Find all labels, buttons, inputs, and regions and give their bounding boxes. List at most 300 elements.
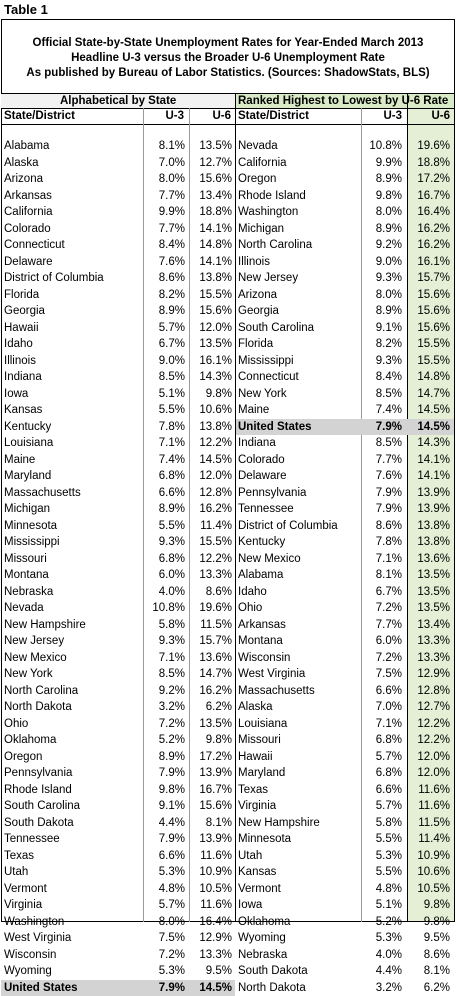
table-row [1,897,235,914]
u3-cell: 8.1% [362,567,402,584]
u6-cell: 11.4% [408,831,450,848]
table-row [1,980,235,996]
state-cell: Indiana [238,435,276,452]
u3-cell: 7.6% [362,468,402,485]
u3-cell: 6.7% [362,584,402,601]
table-row [236,435,454,452]
state-cell: Illinois [4,353,36,370]
u6-cell: 11.6% [190,897,232,914]
state-cell: Montana [238,633,283,650]
u6-cell: 13.4% [190,188,232,205]
u6-cell: 12.7% [190,155,232,172]
u3-cell: 5.3% [362,930,402,947]
state-cell: Nevada [238,138,278,155]
table-label: Table 1 [4,2,48,17]
u3-cell: 8.0% [144,171,185,188]
u6-cell: 16.2% [190,501,232,518]
table-row [1,864,235,881]
u3-cell: 8.6% [362,518,402,535]
u3-cell: 8.2% [362,336,402,353]
rule-header-bottom [1,124,455,125]
title-line-2: Headline U-3 versus the Broader U-6 Unemployment Rate [0,51,456,66]
table-row [1,798,235,815]
table-row [236,287,454,304]
u3-cell: 5.1% [362,897,402,914]
state-cell: New Jersey [238,270,298,287]
u6-cell: 15.5% [190,534,232,551]
table-row [1,930,235,947]
state-cell: Oregon [238,171,276,188]
u3-cell: 7.7% [144,221,185,238]
table-row [1,204,235,221]
u6-cell: 9.5% [190,963,232,980]
u3-cell: 7.2% [362,650,402,667]
u3-cell: 9.1% [144,798,185,815]
u6-cell: 10.9% [190,864,232,881]
state-cell: Tennessee [238,501,294,518]
u3-cell: 9.9% [362,155,402,172]
state-cell: Michigan [4,501,50,518]
state-cell: Idaho [238,584,267,601]
table-row [236,237,454,254]
state-cell: Iowa [238,897,262,914]
u3-cell: 5.5% [362,831,402,848]
u6-cell: 12.9% [408,666,450,683]
u6-cell: 13.3% [408,650,450,667]
u3-cell: 8.6% [144,270,185,287]
u6-cell: 13.8% [408,534,450,551]
table-row [236,518,454,535]
u6-cell: 15.6% [408,287,450,304]
state-cell: Washington [238,204,298,221]
table-row [236,270,454,287]
state-cell: Alaska [238,699,273,716]
state-cell: Arkansas [238,617,286,634]
u6-cell: 14.3% [190,369,232,386]
u6-cell: 16.4% [408,204,450,221]
state-cell: Missouri [4,551,47,568]
table-row [236,749,454,766]
table-row [236,699,454,716]
table-row [1,567,235,584]
table-row [1,699,235,716]
state-cell: North Dakota [238,980,306,996]
u3-cell: 8.5% [144,369,185,386]
u6-cell: 8.6% [408,947,450,964]
table-row [1,600,235,617]
u3-cell: 7.9% [362,419,402,436]
u6-cell: 10.6% [408,864,450,881]
u3-cell: 4.0% [144,584,185,601]
u3-cell: 7.4% [362,402,402,419]
table-row [1,254,235,271]
u3-cell: 5.7% [362,749,402,766]
table-row [236,617,454,634]
u6-cell: 14.1% [190,254,232,271]
u3-cell: 7.1% [362,551,402,568]
u6-cell: 14.1% [408,452,450,469]
u3-cell: 6.8% [144,468,185,485]
u3-cell: 5.1% [144,386,185,403]
table-row [236,468,454,485]
state-cell: Nebraska [4,584,53,601]
u3-cell: 6.6% [144,485,185,502]
u6-cell: 14.1% [408,468,450,485]
u6-cell: 15.6% [408,303,450,320]
u6-cell: 13.9% [190,831,232,848]
u3-cell: 5.3% [362,848,402,865]
table-row [1,468,235,485]
u6-cell: 9.8% [190,386,232,403]
u3-cell: 6.0% [144,567,185,584]
u6-cell: 16.4% [190,914,232,931]
table-row [1,270,235,287]
u6-cell: 13.5% [190,716,232,733]
state-cell: Delaware [238,468,287,485]
table-row [236,254,454,271]
u3-cell: 7.2% [144,947,185,964]
state-cell: Pennsylvania [4,765,72,782]
u6-cell: 14.3% [408,435,450,452]
u6-cell: 19.6% [408,138,450,155]
table-row [1,188,235,205]
left-col-u6: U-6 [193,109,231,123]
state-cell: Wisconsin [4,947,56,964]
state-cell: District of Columbia [4,270,104,287]
u6-cell: 12.2% [408,716,450,733]
u6-cell: 14.7% [190,666,232,683]
state-cell: Minnesota [4,518,57,535]
u6-cell: 16.2% [408,221,450,238]
u6-cell: 14.1% [190,221,232,238]
table-row [236,452,454,469]
u3-cell: 5.5% [144,402,185,419]
u6-cell: 8.1% [190,815,232,832]
u3-cell: 4.8% [144,881,185,898]
table-row [1,452,235,469]
state-cell: South Dakota [238,963,308,980]
state-cell: North Dakota [4,699,72,716]
right-col-state: State/District [238,109,309,123]
u3-cell: 5.7% [144,320,185,337]
state-cell: Colorado [238,452,285,469]
state-cell: New Mexico [238,551,301,568]
u3-cell: 8.9% [362,221,402,238]
u6-cell: 13.5% [190,336,232,353]
state-cell: Rhode Island [238,188,306,205]
state-cell: Alabama [238,567,283,584]
table-row [236,930,454,947]
u3-cell: 7.8% [362,534,402,551]
u6-cell: 6.2% [408,980,450,996]
u6-cell: 16.2% [408,237,450,254]
u6-cell: 12.0% [190,320,232,337]
state-cell: New York [4,666,53,683]
table-row [1,551,235,568]
u6-cell: 10.5% [190,881,232,898]
table-row [236,848,454,865]
table-row [1,765,235,782]
u6-cell: 13.6% [408,551,450,568]
table-row [1,716,235,733]
table-row [236,138,454,155]
table-row [236,551,454,568]
u3-cell: 7.9% [144,765,185,782]
u6-cell: 16.7% [408,188,450,205]
table-row [236,567,454,584]
state-cell: Hawaii [4,320,39,337]
state-cell: Michigan [238,221,284,238]
state-cell: Mississippi [238,353,294,370]
u3-cell: 9.9% [144,204,185,221]
table-row [236,155,454,172]
table-row [1,485,235,502]
u3-cell: 10.8% [144,600,185,617]
u6-cell: 6.2% [190,699,232,716]
u6-cell: 11.6% [190,848,232,865]
table-row [1,815,235,832]
state-cell: Iowa [4,386,28,403]
u6-cell: 14.7% [408,386,450,403]
u6-cell: 8.1% [408,963,450,980]
state-cell: Maryland [238,765,285,782]
table-row [1,650,235,667]
table-row [236,386,454,403]
u3-cell: 5.3% [144,864,185,881]
state-cell: Nebraska [238,947,287,964]
u3-cell: 7.5% [362,666,402,683]
u3-cell: 8.5% [144,666,185,683]
state-cell: Illinois [238,254,270,271]
u3-cell: 9.2% [362,237,402,254]
u3-cell: 7.5% [144,930,185,947]
u3-cell: 4.0% [362,947,402,964]
u6-cell: 12.8% [408,683,450,700]
left-col-u3: U-3 [147,109,184,123]
state-cell: Wyoming [238,930,286,947]
table-title [0,36,456,81]
u6-cell: 10.5% [408,881,450,898]
state-cell: Nevada [4,600,44,617]
state-cell: Delaware [4,254,53,271]
u3-cell: 3.2% [144,699,185,716]
state-cell: Kansas [238,864,276,881]
left-table-body [1,138,235,996]
table-row [236,485,454,502]
state-cell: North Carolina [4,683,78,700]
u3-cell: 8.9% [144,501,185,518]
u6-cell: 18.8% [408,155,450,172]
table-row [1,336,235,353]
u3-cell: 7.0% [144,155,185,172]
state-cell: Rhode Island [4,782,72,799]
right-table-body [236,138,454,996]
state-cell: Montana [4,567,49,584]
title-line-1: Official State-by-State Unemployment Rates for Year-Ended March 2013 [0,36,456,51]
state-cell: Connecticut [238,369,299,386]
table-row [236,221,454,238]
table-row [1,617,235,634]
state-cell: United States [4,980,78,996]
table-row [236,204,454,221]
u6-cell: 12.7% [408,699,450,716]
state-cell: Texas [4,848,34,865]
title-line-3: As published by Bureau of Labor Statistics. (Sources: ShadowStats, BLS) [0,66,456,81]
state-cell: Louisiana [238,716,287,733]
u3-cell: 5.2% [362,914,402,931]
table-row [236,947,454,964]
u3-cell: 5.7% [362,798,402,815]
u6-cell: 15.6% [190,798,232,815]
u6-cell: 9.8% [190,732,232,749]
right-section-header: Ranked Highest to Lowest by U-6 Rate [238,94,448,108]
state-cell: Wyoming [4,963,52,980]
u6-cell: 11.6% [408,798,450,815]
u6-cell: 14.5% [190,980,232,996]
state-cell: Colorado [4,221,51,238]
u6-cell: 16.2% [190,683,232,700]
u6-cell: 14.5% [408,419,450,436]
state-cell: California [4,204,53,221]
table-row [1,518,235,535]
u3-cell: 8.9% [362,303,402,320]
state-cell: Maine [238,402,269,419]
u6-cell: 12.0% [408,749,450,766]
state-cell: Utah [238,848,262,865]
u6-cell: 13.6% [190,650,232,667]
state-cell: Massachusetts [4,485,81,502]
u6-cell: 15.6% [190,171,232,188]
state-cell: New York [238,386,287,403]
table-row [236,402,454,419]
u3-cell: 9.3% [144,534,185,551]
table-row [236,864,454,881]
u3-cell: 7.9% [362,485,402,502]
u3-cell: 8.5% [362,386,402,403]
state-cell: Florida [4,287,39,304]
state-cell: North Carolina [238,237,312,254]
u3-cell: 7.8% [144,419,185,436]
u3-cell: 4.4% [362,963,402,980]
table-row [236,980,454,996]
state-cell: Oklahoma [4,732,56,749]
table-row [1,633,235,650]
table-row [1,353,235,370]
u3-cell: 9.8% [144,782,185,799]
u6-cell: 15.6% [408,320,450,337]
u3-cell: 8.9% [362,171,402,188]
table-row [236,320,454,337]
u6-cell: 14.8% [408,369,450,386]
u6-cell: 13.3% [190,567,232,584]
state-cell: Indiana [4,369,42,386]
state-cell: Utah [4,864,28,881]
u3-cell: 8.0% [144,914,185,931]
table-row [1,402,235,419]
u3-cell: 7.2% [144,716,185,733]
state-cell: Alabama [4,138,49,155]
u6-cell: 13.5% [190,138,232,155]
state-cell: California [238,155,287,172]
state-cell: New Hampshire [238,815,320,832]
u3-cell: 6.8% [362,732,402,749]
u6-cell: 19.6% [190,600,232,617]
u6-cell: 13.8% [190,419,232,436]
state-cell: New Mexico [4,650,67,667]
u3-cell: 8.4% [362,369,402,386]
state-cell: Vermont [238,881,281,898]
state-cell: Massachusetts [238,683,315,700]
state-cell: Minnesota [238,831,291,848]
u3-cell: 8.2% [144,287,185,304]
u6-cell: 15.6% [190,303,232,320]
u6-cell: 12.2% [190,551,232,568]
table-row [1,584,235,601]
u6-cell: 10.9% [408,848,450,865]
right-col-u3: U-3 [364,109,402,123]
table-row [236,765,454,782]
u3-cell: 7.9% [144,980,185,996]
state-cell: South Carolina [238,320,314,337]
table-row [236,683,454,700]
u6-cell: 8.6% [190,584,232,601]
u3-cell: 4.4% [144,815,185,832]
table-row [1,221,235,238]
state-cell: Maryland [4,468,51,485]
table-row [1,386,235,403]
u6-cell: 13.9% [408,485,450,502]
u3-cell: 9.3% [362,353,402,370]
u3-cell: 9.1% [362,320,402,337]
table-row [236,650,454,667]
u3-cell: 3.2% [362,980,402,996]
u3-cell: 8.5% [362,435,402,452]
table-row [1,419,235,436]
table-row [1,963,235,980]
table-row [1,749,235,766]
state-cell: Louisiana [4,435,53,452]
u3-cell: 8.4% [144,237,185,254]
u3-cell: 8.0% [362,204,402,221]
u3-cell: 5.8% [362,815,402,832]
table-row [236,501,454,518]
u6-cell: 11.4% [190,518,232,535]
state-cell: Alaska [4,155,39,172]
state-cell: West Virginia [4,930,71,947]
state-cell: Florida [238,336,273,353]
u6-cell: 15.7% [190,633,232,650]
table-row [1,171,235,188]
u3-cell: 5.5% [144,518,185,535]
table-row [236,600,454,617]
u6-cell: 12.9% [190,930,232,947]
state-cell: Oregon [4,749,42,766]
u6-cell: 13.3% [190,947,232,964]
state-cell: Georgia [4,303,45,320]
u6-cell: 14.5% [190,452,232,469]
u6-cell: 13.3% [408,633,450,650]
state-cell: South Dakota [4,815,74,832]
u6-cell: 11.5% [190,617,232,634]
u3-cell: 7.1% [144,650,185,667]
u6-cell: 13.9% [408,501,450,518]
state-cell: Hawaii [238,749,273,766]
table-row [236,716,454,733]
table-row [236,666,454,683]
table-row [236,798,454,815]
state-cell: Missouri [238,732,281,749]
state-cell: Georgia [238,303,279,320]
